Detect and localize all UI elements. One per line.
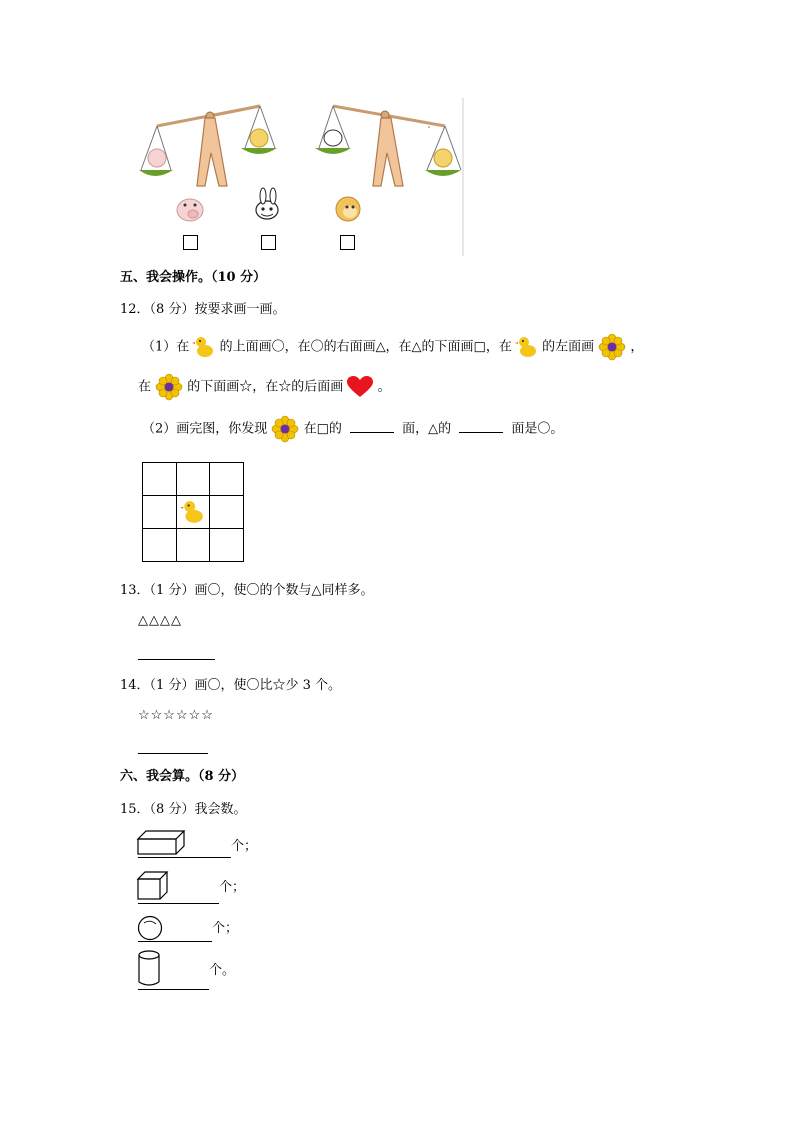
question-13-header: 13．（1 分）画〇，使〇的个数与△同样多。 <box>120 583 374 598</box>
answer-box-monkey[interactable] <box>340 235 355 250</box>
text-segment: （2）画完图，你发现 <box>142 421 268 437</box>
answer-line-cuboid[interactable] <box>138 857 231 858</box>
answer-line-cube[interactable] <box>138 903 219 904</box>
text-segment: ， <box>630 339 644 355</box>
text-segment: 在 <box>138 379 152 395</box>
grid-line <box>143 495 243 496</box>
unit-text: 个。 <box>209 963 236 978</box>
left-scale-icon <box>139 106 277 186</box>
heart-icon <box>347 376 373 398</box>
flower-icon <box>155 374 183 400</box>
unit-text: 个； <box>231 839 258 854</box>
flower-icon <box>271 416 299 442</box>
text-segment: 的下面画☆，在☆的后面画 <box>187 379 344 395</box>
right-scale-icon <box>315 106 461 186</box>
text-segment: 在□的 <box>303 421 342 437</box>
text-segment: 面是〇。 <box>511 421 564 437</box>
text-segment: 。 <box>377 379 391 395</box>
stars-row: ☆☆☆☆☆☆ <box>138 708 214 723</box>
question-12-header: 12．（8 分）按要求画一画。 <box>120 302 286 317</box>
cube-icon <box>137 871 169 901</box>
unit-text: 个； <box>219 880 246 895</box>
text-segment: 的左面画 <box>542 339 595 355</box>
answer-box-pig[interactable] <box>183 235 198 250</box>
question-12-line-1 <box>142 334 643 360</box>
chick-icon <box>181 499 205 525</box>
grid-line <box>143 528 243 529</box>
answer-box-rabbit[interactable] <box>261 235 276 250</box>
grid-line <box>209 463 210 561</box>
section-heading: 六、我会算。（8 分） <box>120 769 245 784</box>
triangles-row: △△△△ <box>138 613 182 628</box>
unit-text: 个； <box>212 921 239 936</box>
balance-scales-picture <box>135 98 465 258</box>
text-segment: （1）在 <box>142 339 190 355</box>
pig-icon <box>177 199 203 221</box>
sphere-icon <box>137 915 163 941</box>
monkey-icon <box>336 197 360 221</box>
chick-icon <box>516 335 538 359</box>
answer-line-13[interactable] <box>138 659 215 660</box>
question-12-line-2 <box>138 374 391 400</box>
answer-line-cylinder[interactable] <box>138 989 209 990</box>
chick-icon <box>193 335 215 359</box>
flower-icon <box>598 334 626 360</box>
cylinder-icon <box>137 950 163 988</box>
answer-blank-2[interactable] <box>459 420 503 433</box>
section-heading: 五、我会操作。（10 分） <box>120 270 267 285</box>
grid-line <box>176 463 177 561</box>
answer-line-14[interactable] <box>138 753 208 754</box>
question-12-line-3 <box>142 416 563 442</box>
text-segment: 的上面画〇，在〇的右面画△，在△的下面画□，在 <box>219 339 512 355</box>
question-14-header: 14．（1 分）画〇，使〇比☆少 3 个。 <box>120 678 341 693</box>
answer-line-sphere[interactable] <box>138 941 212 942</box>
question-15-header: 15．（8 分）我会数。 <box>120 802 247 817</box>
text-segment: 面，△的 <box>402 421 452 437</box>
balance-scales-svg <box>135 98 465 258</box>
answer-blank-1[interactable] <box>350 420 394 433</box>
rabbit-icon <box>256 188 278 219</box>
drawing-grid[interactable] <box>142 462 244 562</box>
cuboid-icon <box>137 830 185 856</box>
